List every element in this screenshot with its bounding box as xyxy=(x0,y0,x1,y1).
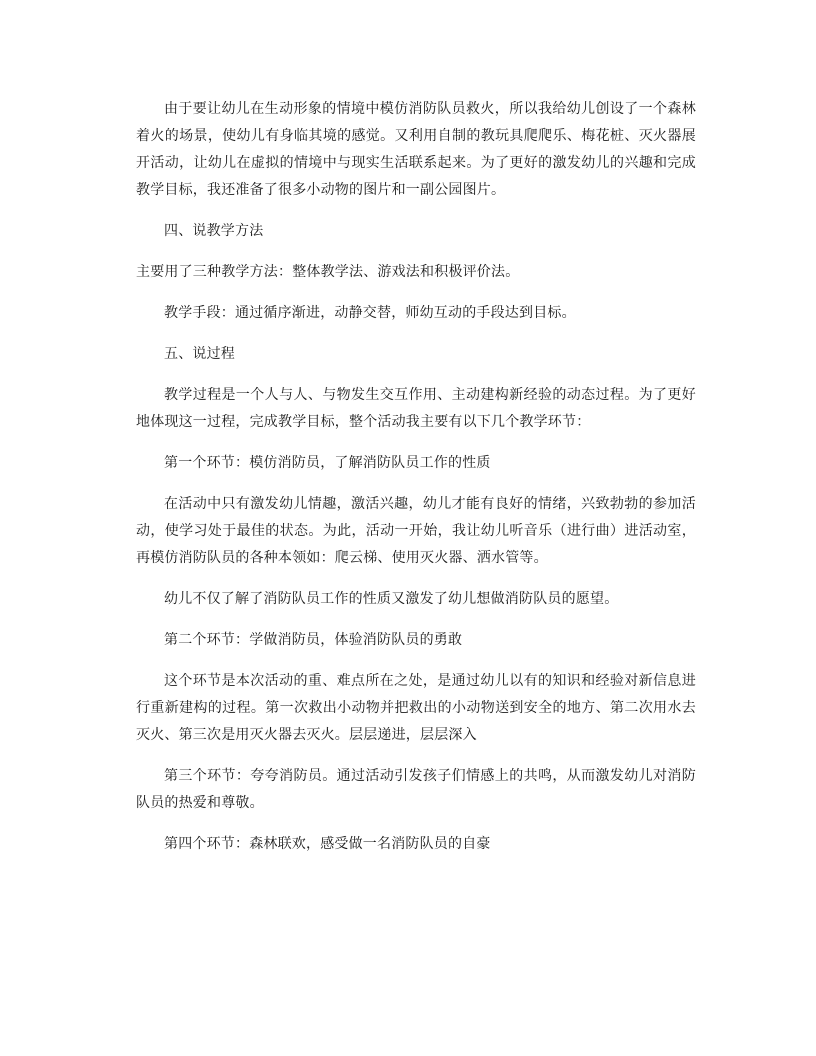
paragraph-step-four: 第四个环节：森林联欢，感受做一名消防队员的自豪 xyxy=(164,836,491,852)
paragraph-scene-setup: 由于要让幼儿在生动形象的情境中模仿消防队员救火，所以我给幼儿创设了一个森林着火的场景，使幼儿有身临其境的感觉。又利用自制的教玩具爬爬乐、梅花桩、灭火器展开活动，让幼儿在虚拟的情境中与现实生活联系起来。为了更好的激发幼儿的兴趣和完成教学目标，我还准备了很多小动物的图片和一副公园图片。 xyxy=(136,101,696,198)
paragraph-step-one-body: 在活动中只有激发幼儿情趣，激活兴趣，幼儿才能有良好的情绪，兴致勃勃的参加活动，使学习处于最佳的状态。为此，活动一开始，我让幼儿听音乐（进行曲）进活动室，再模仿消防队员的各种本领如：爬云梯、使用灭火器、洒水管等。 xyxy=(136,496,696,566)
paragraph-step-two-body: 这个环节是本次活动的重、难点所在之处，是通过幼儿以有的知识和经验对新信息进行重新建构的过程。第一次救出小动物并把救出的小动物送到安全的地方、第二次用水去灭火、第三次是用灭火器去灭火。层层递进，层层深入 xyxy=(136,673,696,743)
paragraph-three-methods: 主要用了三种教学方法：整体教学法、游戏法和积极评价法。 xyxy=(136,264,520,280)
document-page xyxy=(136,96,696,872)
paragraph-process-intro: 教学过程是一个人与人、与物发生交互作用、主动建构新经验的动态过程。为了更好地体现这一过程，完成教学目标，整个活动我主要有以下几个教学环节： xyxy=(136,387,696,430)
paragraph-step-one-result: 幼儿不仅了解了消防队员工作的性质又激发了幼儿想做消防队员的愿望。 xyxy=(164,591,619,607)
paragraph-step-three: 第三个环节：夸夸消防员。通过活动引发孩子们情感上的共鸣，从而激发幼儿对消防队员的热爱和尊敬。 xyxy=(136,768,696,811)
section-heading-teaching-methods: 四、说教学方法 xyxy=(164,223,264,239)
paragraph-step-two-title: 第二个环节：学做消防员，体验消防队员的勇敢 xyxy=(164,632,463,648)
paragraph-step-one-title: 第一个环节：模仿消防员，了解消防队员工作的性质 xyxy=(164,455,491,471)
section-heading-process: 五、说过程 xyxy=(164,346,235,362)
paragraph-teaching-means: 教学手段：通过循序渐进，动静交替，师幼互动的手段达到目标。 xyxy=(164,305,576,321)
